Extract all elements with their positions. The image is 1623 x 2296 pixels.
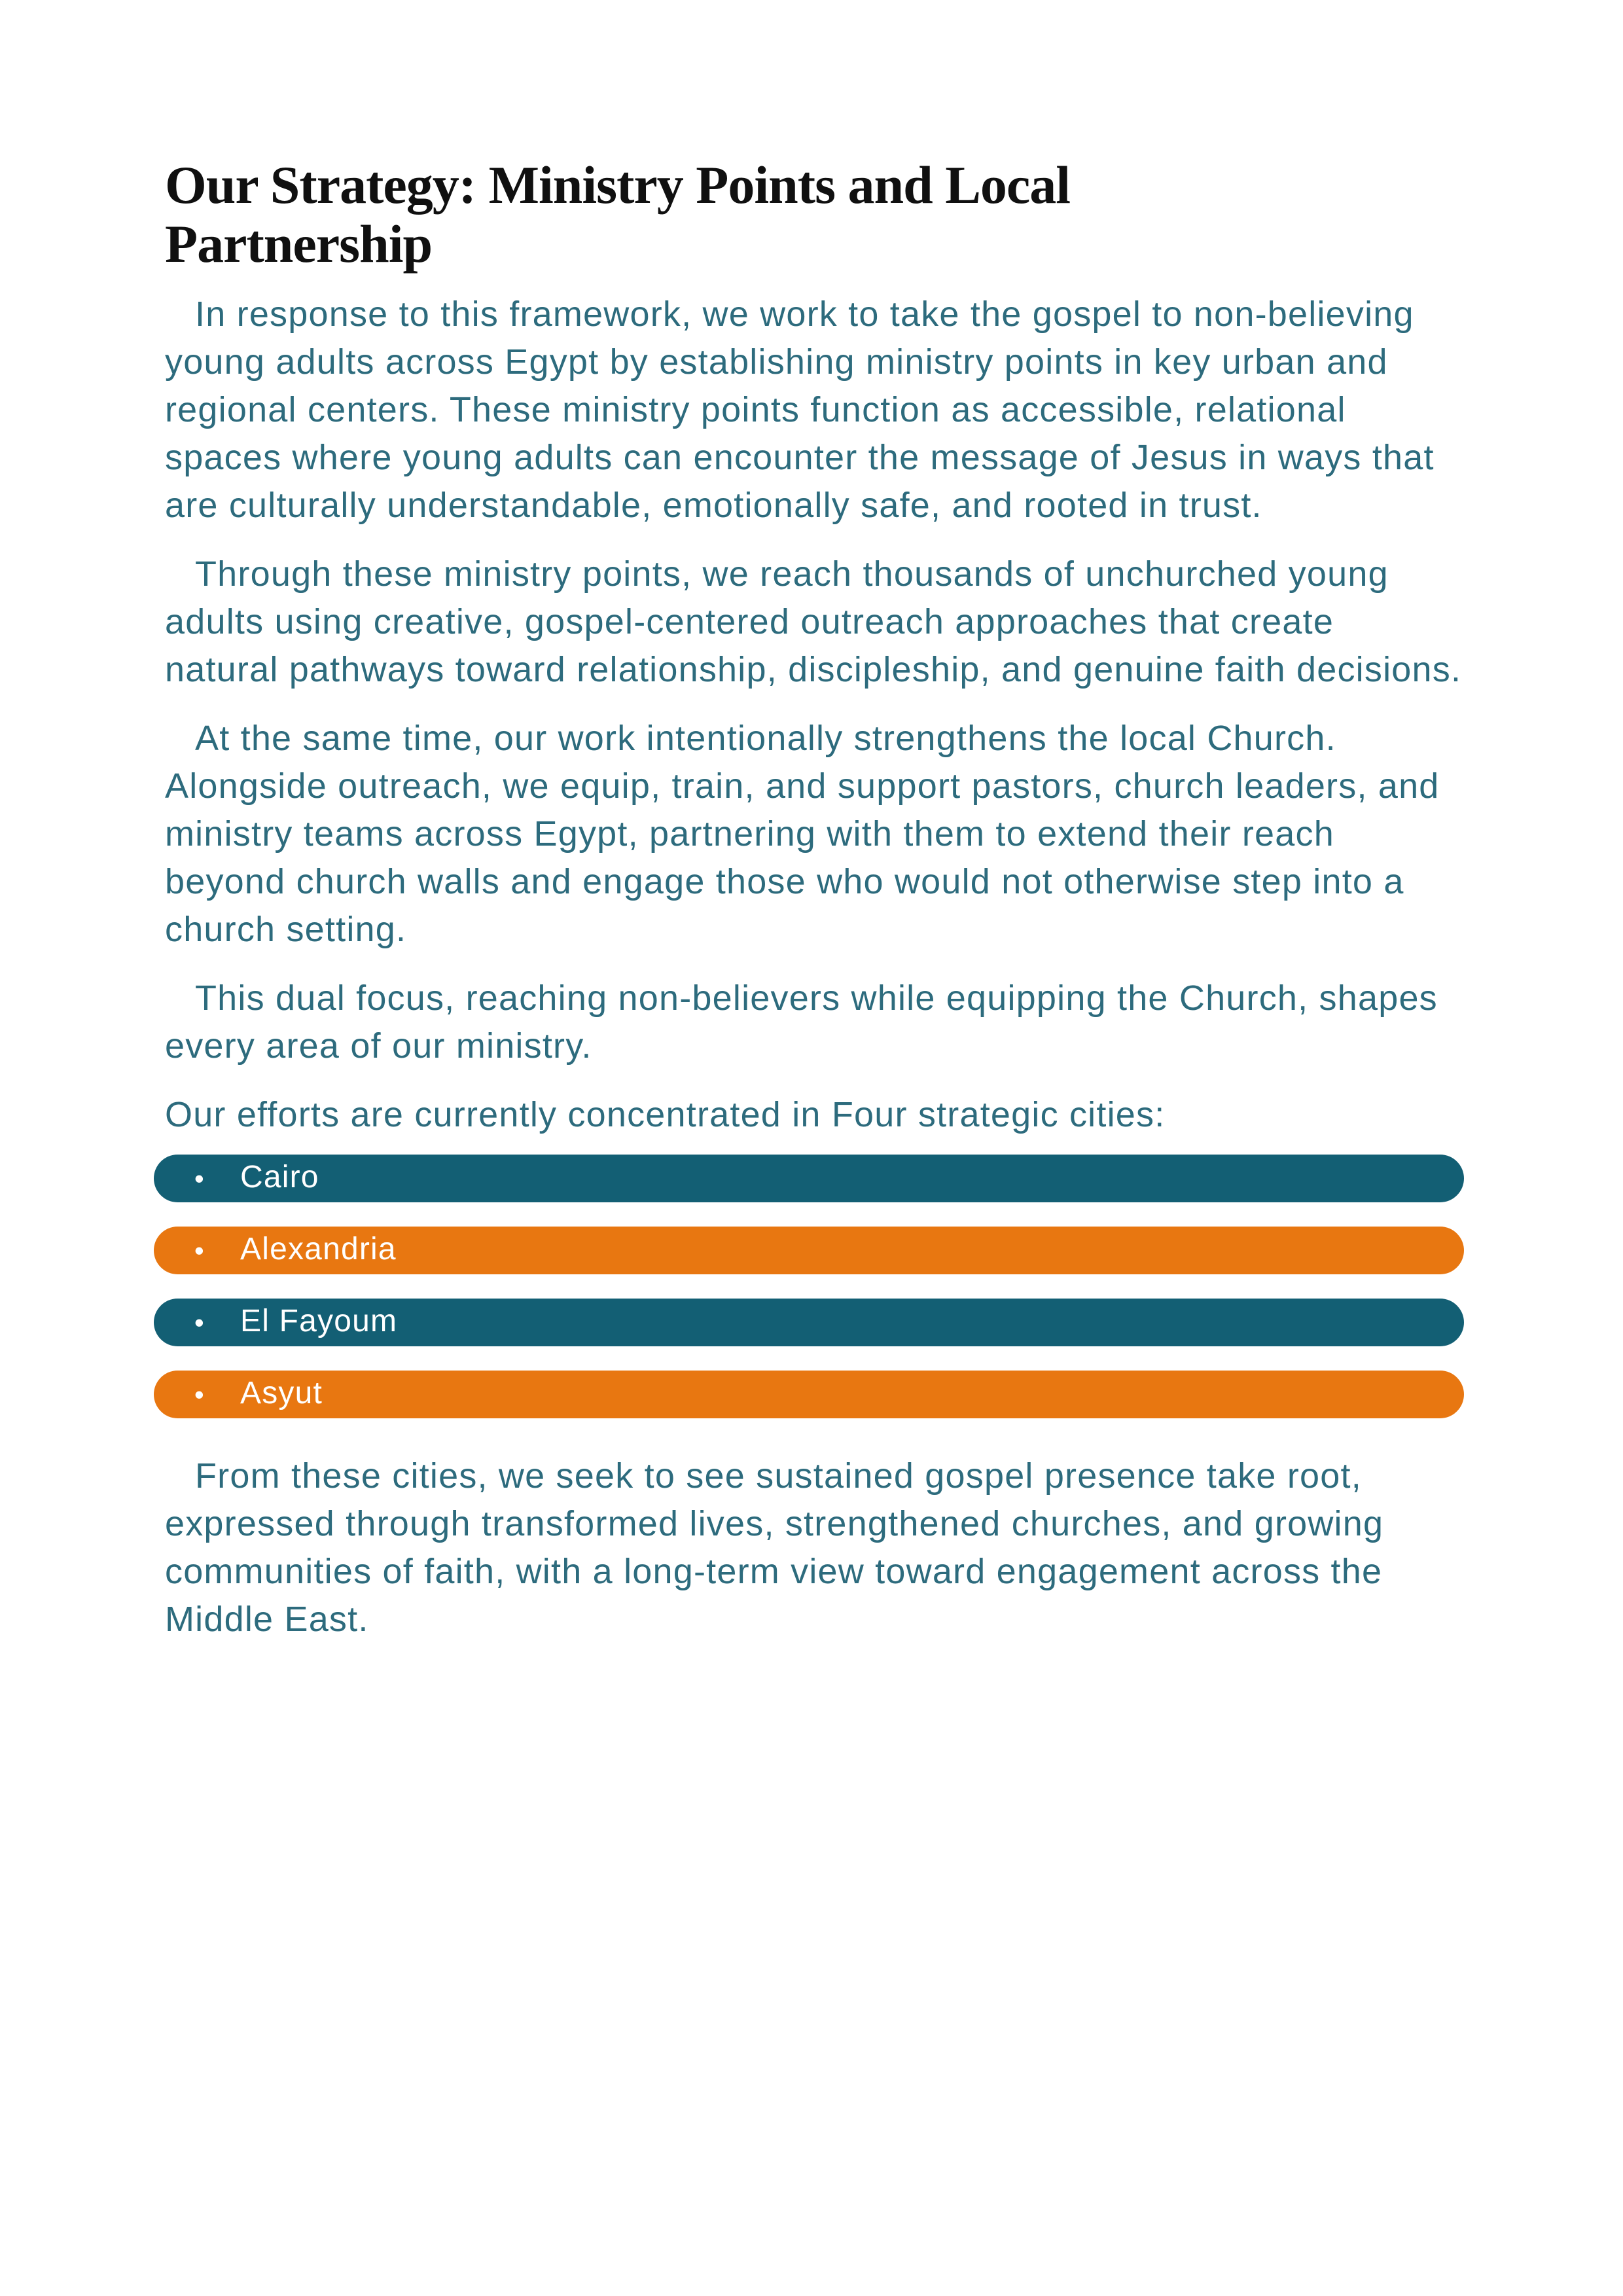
paragraph-text: From these cities, we seek to see sustained gospel presence take root, expressed through transformed lives, strengthened churches, and growing communities of faith, with a long-term view toward engagement across the Middle East.	[165, 1456, 1384, 1639]
city-label: El Fayoum	[240, 1303, 398, 1338]
city-label: Alexandria	[240, 1231, 397, 1266]
city-label: Asyut	[240, 1375, 323, 1410]
paragraph-text: At the same time, our work intentionally strengthens the local Church. Alongside outreach, we equip, train, and support pastors, church leaders, and ministry teams across Egypt, partnering with them to extend their reach beyond church walls and engage those who would not otherwise step into a church setting.	[165, 719, 1440, 949]
paragraph-dual-focus	[165, 975, 1464, 1070]
page-title-line-2: Partnership	[165, 214, 433, 274]
city-label: Cairo	[240, 1159, 319, 1194]
paragraph-response-framework	[165, 291, 1464, 529]
city-pill-asyut	[154, 1371, 1464, 1418]
paragraph-ministry-points	[165, 550, 1464, 694]
paragraph-text: This dual focus, reaching non-believers while equipping the Church, shapes every area of our ministry.	[165, 978, 1438, 1066]
page-title-line-1: Our Strategy: Ministry Points and Local	[165, 155, 1071, 215]
paragraph-text: Through these ministry points, we reach thousands of unchurched young adults using creative, gospel-centered outreach approaches that create	[165, 554, 1389, 641]
paragraph-strengthen-church	[165, 715, 1464, 954]
paragraph-closing	[165, 1452, 1464, 1643]
paragraph-text-continuation: natural pathways toward relationship, discipleship, and genuine faith decisions.	[165, 650, 1462, 689]
city-pill-cairo	[154, 1155, 1464, 1202]
cities-intro-line	[165, 1091, 1464, 1139]
bullet-icon: •	[194, 1162, 205, 1194]
paragraph-text: Our efforts are currently concentrated in Four strategic cities:	[165, 1095, 1166, 1134]
bullet-icon: •	[194, 1378, 205, 1410]
city-pill-el-fayoum	[154, 1299, 1464, 1346]
bullet-icon: •	[194, 1234, 205, 1266]
city-pill-list	[154, 1155, 1464, 1418]
page-content	[165, 156, 1464, 1664]
city-pill-alexandria	[154, 1227, 1464, 1274]
bullet-icon: •	[194, 1306, 205, 1338]
paragraph-text: In response to this framework, we work to take the gospel to non-believing young adults across Egypt by establishing ministry points in key urban and regional centers. These ministry points function as accessible, relational spaces where young adults can encounter the message of Jesus in ways that are culturally understandable, emotionally safe, and rooted in trust.	[165, 295, 1435, 525]
page-title	[165, 156, 1464, 274]
